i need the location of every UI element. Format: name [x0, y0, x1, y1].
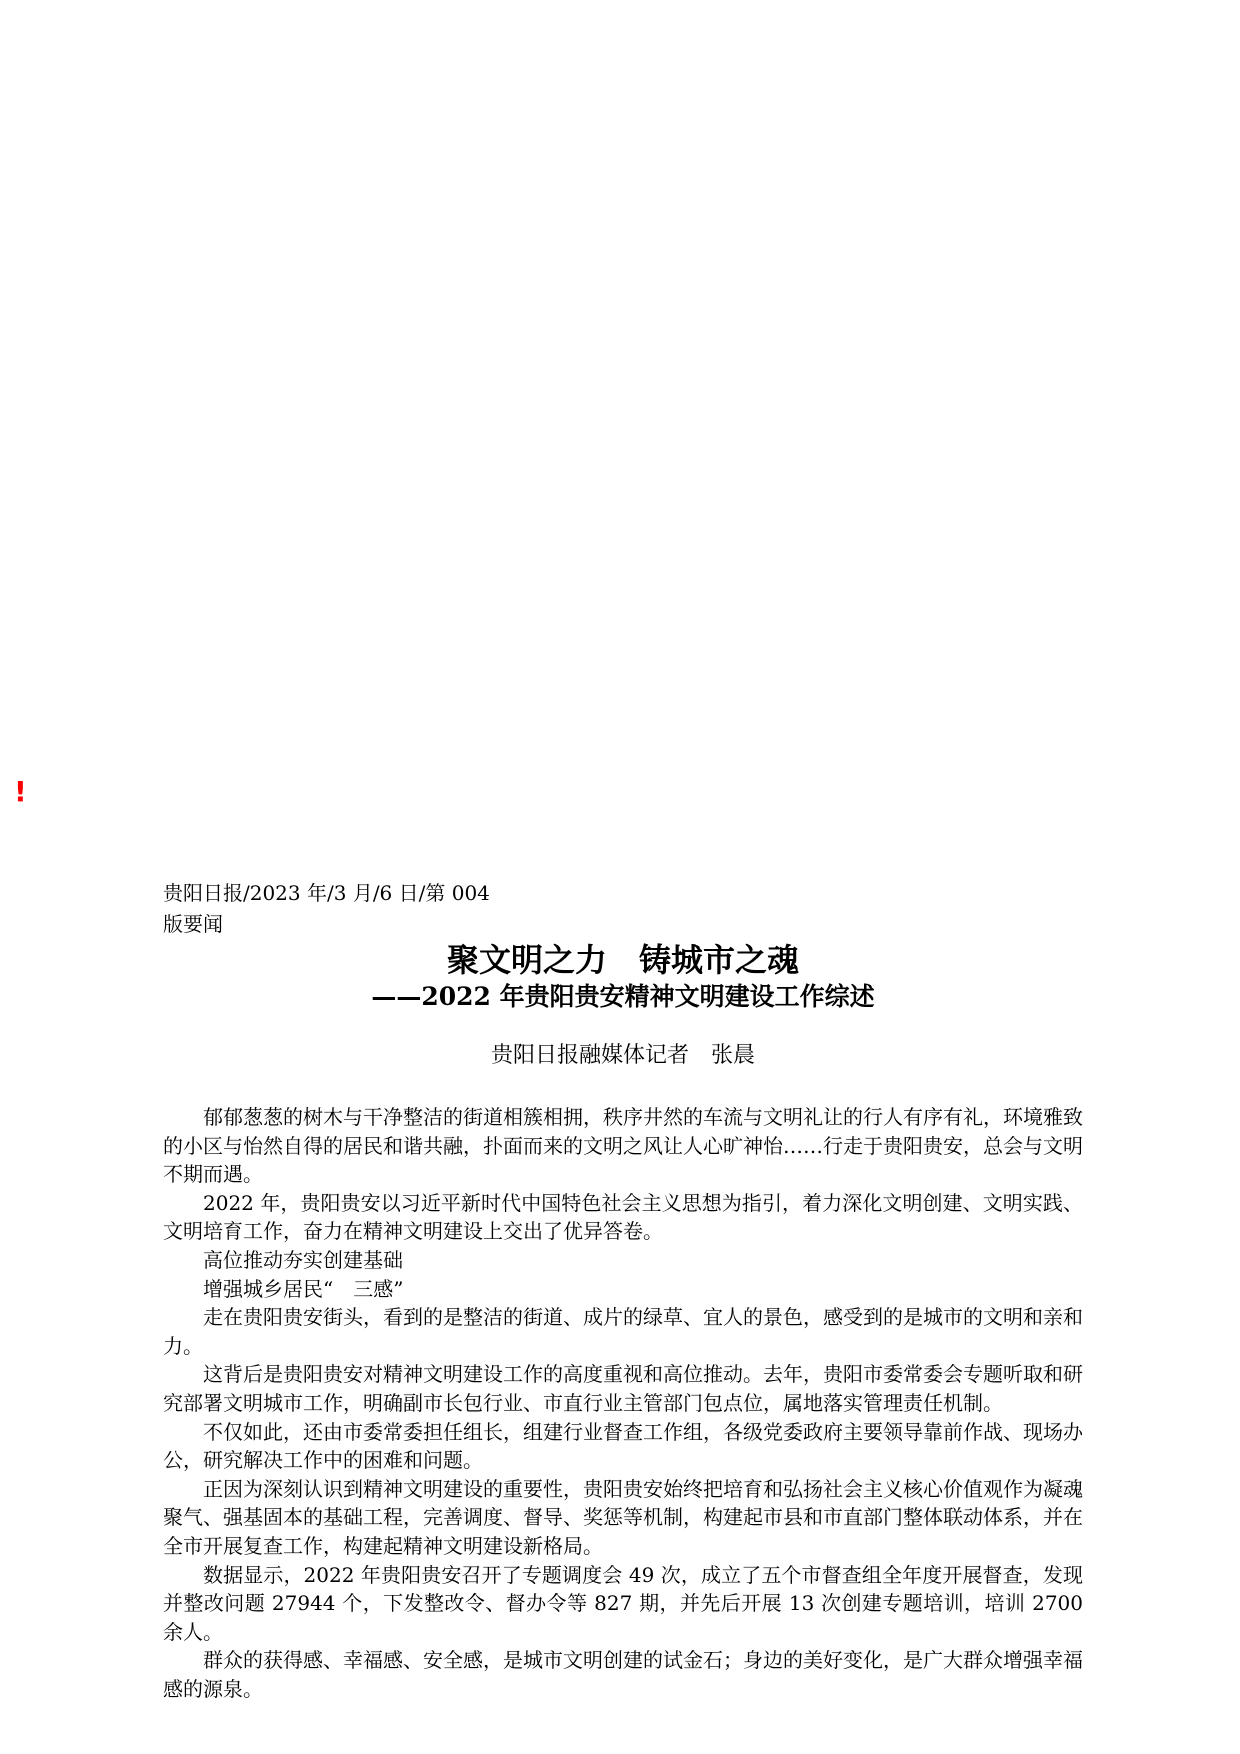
paragraph: 正因为深刻认识到精神文明建设的重要性，贵阳贵安始终把培育和弘扬社会主义核心价值观作为凝魂聚气、强基固本的基础工程，完善调度、督导、奖惩等机制，构建起市县和市直部门整体联动体系，并在全市开展复查工作，构建起精神文明建设新格局。: [163, 1476, 1083, 1558]
article-title: 聚文明之力 铸城市之魂: [446, 941, 799, 979]
paragraph: 数据显示，2022 年贵阳贵安召开了专题调度会 49 次，成立了五个市督查组全年度开展督查，发现并整改问题 27944 个，下发整改令、督办令等 827 期，并先后开展 13 次创建专题培训，培训 2700 余人。: [163, 1562, 1083, 1644]
paragraph: 走在贵阳贵安街头，看到的是整洁的街道、成片的绿草、宜人的景色，感受到的是城市的文明和亲和力。: [163, 1305, 1083, 1358]
section-heading: 高位推动夯实创建基础: [203, 1247, 403, 1272]
section-heading: 增强城乡居民“ 三感”: [203, 1276, 404, 1301]
warning-mark: !: [14, 775, 27, 808]
paragraph: 群众的获得感、幸福感、安全感，是城市文明创建的试金石；身边的美好变化，是广大群众增强幸福感的源泉。: [163, 1648, 1083, 1701]
paragraph: 2022 年，贵阳贵安以习近平新时代中国特色社会主义思想为指引，着力深化文明创建、文明实践、文明培育工作，奋力在精神文明建设上交出了优异答卷。: [163, 1190, 1083, 1244]
source-info: [163, 878, 1103, 940]
paragraph: 这背后是贵阳贵安对精神文明建设工作的高度重视和高位推动。去年，贵阳市委常委会专题听取和研究部署文明城市工作，明确副市长包行业、市直行业主管部门包点位，属地落实管理责任机制。: [163, 1362, 1083, 1415]
article-body: [163, 1103, 1083, 1703]
source-line: 贵阳日报/2023 年/3 月/6 日/第 004: [163, 881, 490, 905]
paragraph: 郁郁葱葱的树木与干净整洁的街道相簇相拥，秩序井然的车流与文明礼让的行人有序有礼，环境雅致的小区与怡然自得的居民和谐共融，扑面而来的文明之风让人心旷神怡……行走于贵阳贵安，总会与文明不期而遇。: [163, 1105, 1083, 1187]
byline: 贵阳日报融媒体记者 张晨: [490, 1043, 755, 1068]
paragraph: 不仅如此，还由市委常委担任组长，组建行业督查工作组，各级党委政府主要领导靠前作战、现场办公，研究解决工作中的困难和问题。: [163, 1419, 1083, 1473]
article-subtitle: ——2022 年贵阳贵安精神文明建设工作综述: [371, 982, 875, 1011]
source-section: 版要闻: [163, 912, 223, 936]
